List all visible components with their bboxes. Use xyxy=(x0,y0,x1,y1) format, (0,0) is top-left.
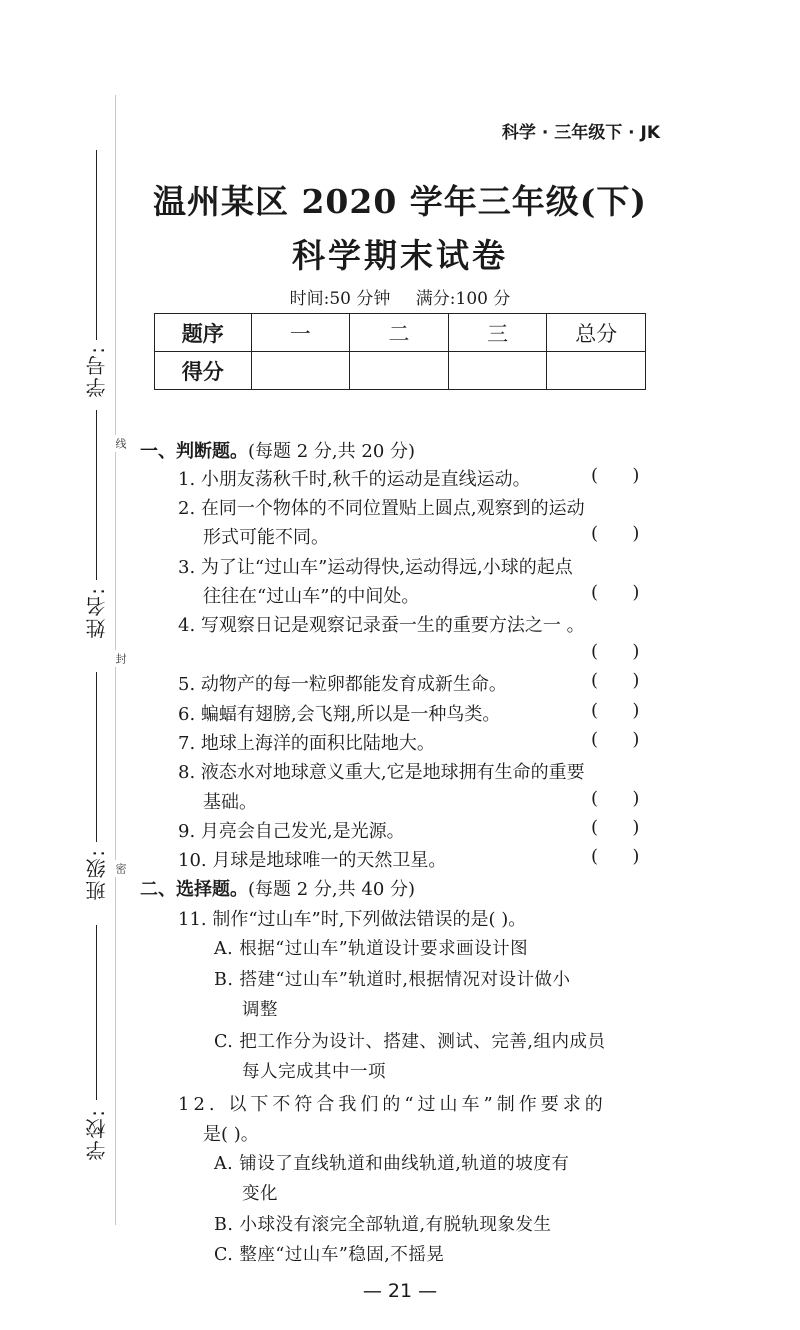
exam-title-line2: 科学期末试卷 xyxy=(292,236,508,275)
question-7: 7. 地球上海洋的面积比陆地大。 xyxy=(178,733,435,754)
q11-option-b-line2: 调整 xyxy=(242,1000,278,1020)
question-4: 4. 写观察日记是观察记录蚕一生的重要方法之一 。 xyxy=(178,615,585,636)
question-8-line1: 8. 液态水对地球意义重大,它是地球拥有生命的重要 xyxy=(178,762,585,783)
q12-option-c: C. 整座“过山车”稳固,不摇晃 xyxy=(214,1245,445,1265)
cut-seal-mark: 封 xyxy=(112,650,128,667)
q12-option-a-line1: A. 铺设了直线轨道和曲线轨道,轨道的坡度有 xyxy=(214,1154,570,1174)
answer-paren-2[interactable]: ( ) xyxy=(591,523,640,544)
cut-secret-mark: 密 xyxy=(112,860,128,877)
question-5: 5. 动物产的每一粒卵都能发育成新生命。 xyxy=(178,674,507,695)
score-table-score-row xyxy=(155,352,646,390)
q11-option-a: A. 根据“过山车”轨道设计要求画设计图 xyxy=(214,939,529,959)
section1-note: (每题 2 分,共 20 分) xyxy=(248,441,416,462)
student-id-label: 学号: xyxy=(85,345,109,398)
score-table-cell: 总分 xyxy=(547,314,646,352)
section1-heading xyxy=(140,437,415,463)
score-cell-3[interactable] xyxy=(448,352,547,390)
school-fill-line xyxy=(96,925,97,1100)
q11-option-c-line1: C. 把工作分为设计、搭建、测试、完善,组内成员 xyxy=(214,1032,606,1052)
q12-option-b: B. 小球没有滚完全部轨道,有脱轨现象发生 xyxy=(214,1215,552,1235)
score-cell-total[interactable] xyxy=(547,352,646,390)
exam-time: 时间:50 分钟 xyxy=(289,289,391,309)
q11-option-c-line2: 每人完成其中一项 xyxy=(242,1062,386,1082)
score-cell-2[interactable] xyxy=(350,352,449,390)
question-9: 9. 月亮会自己发光,是光源。 xyxy=(178,821,405,842)
answer-paren-9[interactable]: ( ) xyxy=(591,817,640,838)
answer-paren-5[interactable]: ( ) xyxy=(591,670,640,691)
question-12-stem-line2: 是( )。 xyxy=(203,1124,259,1145)
exam-full-score: 满分:100 分 xyxy=(415,289,511,309)
score-table-header-row xyxy=(155,314,646,352)
answer-paren-6[interactable]: ( ) xyxy=(591,700,640,721)
student-id-fill-line xyxy=(96,150,97,340)
question-2-line1: 2. 在同一个物体的不同位置贴上圆点,观察到的运动 xyxy=(178,498,585,519)
answer-paren-10[interactable]: ( ) xyxy=(591,846,640,867)
answer-paren-3[interactable]: ( ) xyxy=(591,582,640,603)
q12-option-a-line2: 变化 xyxy=(242,1184,278,1204)
question-8-line2: 基础。 xyxy=(203,792,257,813)
class-label: 班级: xyxy=(85,848,109,901)
name-fill-line xyxy=(96,410,97,580)
class-fill-line xyxy=(96,672,97,842)
answer-paren-4[interactable]: ( ) xyxy=(591,641,640,662)
score-table-cell: 三 xyxy=(448,314,547,352)
score-cell-1[interactable] xyxy=(251,352,350,390)
answer-paren-7[interactable]: ( ) xyxy=(591,729,640,750)
section2-heading xyxy=(140,875,415,901)
subject-tag: 科学 · 三年级下 · JK xyxy=(501,123,660,143)
question-12-stem-line1: 12. 以下不符合我们的“过山车”制作要求的 xyxy=(178,1094,607,1115)
question-2-line2: 形式可能不同。 xyxy=(203,527,329,548)
answer-paren-8[interactable]: ( ) xyxy=(591,788,640,809)
answer-paren-1[interactable]: ( ) xyxy=(591,465,640,486)
q11-option-b-line1: B. 搭建“过山车”轨道时,根据情况对设计做小 xyxy=(214,970,571,990)
question-6: 6. 蝙蝠有翅膀,会飞翔,所以是一种鸟类。 xyxy=(178,704,501,725)
score-table-cell: 一 xyxy=(251,314,350,352)
school-label: 学校: xyxy=(85,1108,109,1161)
question-1: 1. 小朋友荡秋千时,秋千的运动是直线运动。 xyxy=(178,469,531,490)
score-table-cell: 二 xyxy=(350,314,449,352)
section1-title: 一、判断题。 xyxy=(140,441,248,462)
exam-title-line1: 温州某区 2020 学年三年级(下) xyxy=(152,182,648,221)
cut-line-mark: 线 xyxy=(112,435,128,452)
section2-note: (每题 2 分,共 40 分) xyxy=(248,879,416,900)
question-10: 10. 月球是地球唯一的天然卫星。 xyxy=(178,850,447,871)
section2-title: 二、选择题。 xyxy=(140,879,248,900)
question-3-line2: 往往在“过山车”的中间处。 xyxy=(203,586,420,607)
exam-meta xyxy=(120,284,680,309)
question-3-line1: 3. 为了让“过山车”运动得快,运动得远,小球的起点 xyxy=(178,557,573,578)
score-table xyxy=(154,313,646,390)
score-table-cell: 题序 xyxy=(155,314,252,352)
score-row-label: 得分 xyxy=(155,352,252,390)
page-number: — 21 — xyxy=(362,1280,438,1302)
name-label: 姓名: xyxy=(85,586,109,639)
question-11-stem: 11. 制作“过山车”时,下列做法错误的是( )。 xyxy=(178,909,527,930)
